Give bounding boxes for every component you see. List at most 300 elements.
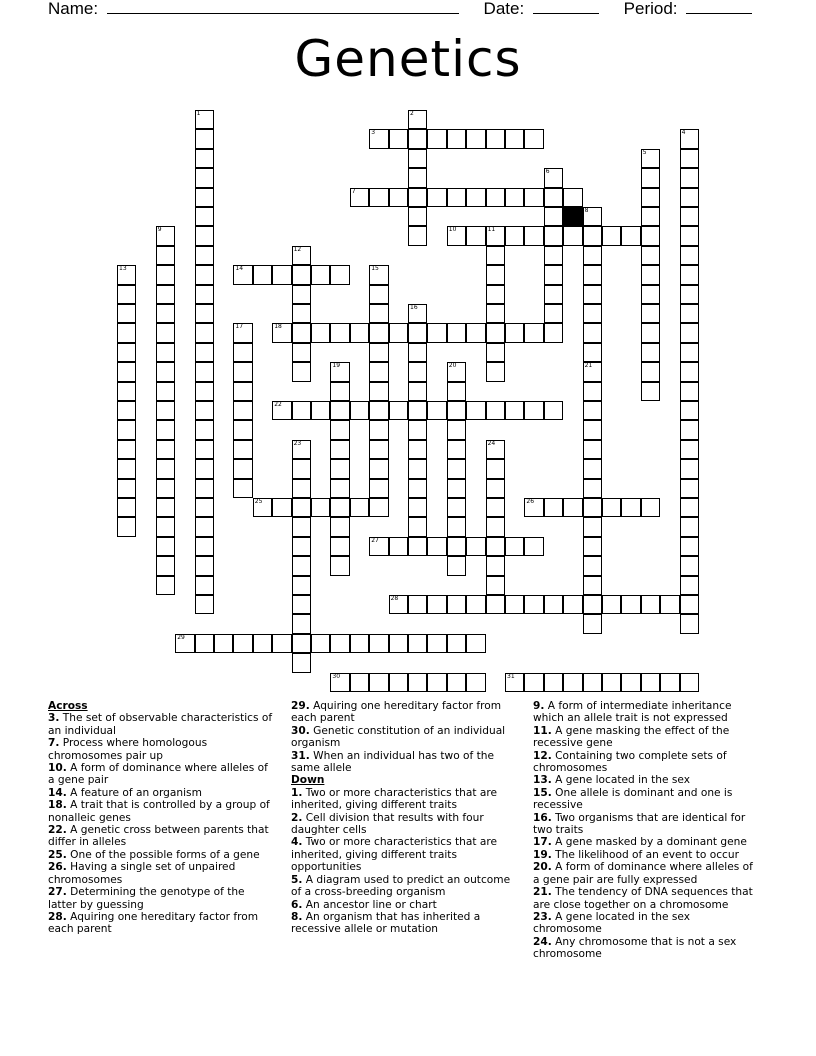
- grid-cell[interactable]: [680, 440, 699, 459]
- grid-cell[interactable]: [486, 362, 505, 381]
- grid-cell[interactable]: [389, 323, 408, 342]
- grid-cell[interactable]: [486, 576, 505, 595]
- grid-cell[interactable]: [680, 479, 699, 498]
- grid-cell[interactable]: [330, 634, 349, 653]
- grid-cell[interactable]: [641, 168, 660, 187]
- grid-cell[interactable]: [389, 595, 408, 614]
- grid-cell[interactable]: [466, 537, 485, 556]
- grid-cell[interactable]: [427, 537, 446, 556]
- grid-cell[interactable]: [563, 673, 582, 692]
- grid-cell[interactable]: [292, 556, 311, 575]
- grid-cell[interactable]: [427, 401, 446, 420]
- grid-cell[interactable]: [156, 226, 175, 245]
- grid-cell[interactable]: [389, 634, 408, 653]
- grid-cell[interactable]: [253, 498, 272, 517]
- grid-cell[interactable]: [156, 556, 175, 575]
- grid-cell[interactable]: [292, 323, 311, 342]
- grid-cell[interactable]: [156, 498, 175, 517]
- grid-cell[interactable]: [408, 537, 427, 556]
- grid-cell[interactable]: [311, 265, 330, 284]
- grid-cell[interactable]: [544, 498, 563, 517]
- grid-cell[interactable]: [195, 537, 214, 556]
- grid-cell[interactable]: [369, 634, 388, 653]
- grid-cell[interactable]: [641, 382, 660, 401]
- grid-cell[interactable]: [486, 595, 505, 614]
- grid-cell[interactable]: [195, 323, 214, 342]
- grid-cell[interactable]: [680, 246, 699, 265]
- grid-cell[interactable]: [544, 304, 563, 323]
- grid-cell[interactable]: [680, 459, 699, 478]
- grid-cell[interactable]: [389, 188, 408, 207]
- grid-cell[interactable]: [408, 168, 427, 187]
- grid-cell[interactable]: [330, 440, 349, 459]
- grid-cell[interactable]: [156, 401, 175, 420]
- grid-cell[interactable]: [408, 323, 427, 342]
- grid-cell[interactable]: [350, 634, 369, 653]
- grid-cell[interactable]: [311, 634, 330, 653]
- grid-cell[interactable]: [544, 323, 563, 342]
- grid-cell[interactable]: [389, 401, 408, 420]
- grid-cell[interactable]: [447, 362, 466, 381]
- grid-cell[interactable]: [447, 440, 466, 459]
- grid-cell[interactable]: [505, 595, 524, 614]
- grid-cell[interactable]: [195, 498, 214, 517]
- grid-cell[interactable]: [292, 595, 311, 614]
- grid-cell[interactable]: [330, 479, 349, 498]
- grid-cell[interactable]: [408, 129, 427, 148]
- grid-cell[interactable]: [117, 323, 136, 342]
- grid-cell[interactable]: [369, 265, 388, 284]
- grid-cell[interactable]: [195, 110, 214, 129]
- grid-cell[interactable]: [408, 420, 427, 439]
- grid-cell[interactable]: [330, 362, 349, 381]
- grid-cell[interactable]: [447, 382, 466, 401]
- grid-cell[interactable]: [505, 226, 524, 245]
- grid-cell[interactable]: [408, 382, 427, 401]
- grid-cell[interactable]: [583, 207, 602, 226]
- grid-cell[interactable]: [447, 129, 466, 148]
- grid-cell[interactable]: [680, 285, 699, 304]
- grid-cell[interactable]: [486, 479, 505, 498]
- grid-cell[interactable]: [524, 226, 543, 245]
- grid-cell[interactable]: [195, 343, 214, 362]
- grid-cell[interactable]: [466, 323, 485, 342]
- grid-cell[interactable]: [544, 188, 563, 207]
- grid-cell[interactable]: [233, 634, 252, 653]
- grid-cell[interactable]: [641, 595, 660, 614]
- grid-cell[interactable]: [505, 129, 524, 148]
- grid-cell[interactable]: [505, 537, 524, 556]
- grid-cell[interactable]: [660, 595, 679, 614]
- grid-cell[interactable]: [447, 188, 466, 207]
- grid-cell[interactable]: [292, 614, 311, 633]
- grid-cell[interactable]: [311, 401, 330, 420]
- grid-cell[interactable]: [447, 673, 466, 692]
- grid-cell[interactable]: [408, 459, 427, 478]
- grid-cell[interactable]: [486, 498, 505, 517]
- grid-cell[interactable]: [680, 595, 699, 614]
- grid-cell[interactable]: [272, 265, 291, 284]
- grid-cell[interactable]: [195, 595, 214, 614]
- grid-cell[interactable]: [447, 401, 466, 420]
- grid-cell[interactable]: [505, 188, 524, 207]
- grid-cell[interactable]: [117, 517, 136, 536]
- grid-cell[interactable]: [486, 285, 505, 304]
- grid-cell[interactable]: [680, 576, 699, 595]
- grid-cell[interactable]: [544, 285, 563, 304]
- grid-cell[interactable]: [583, 673, 602, 692]
- grid-cell[interactable]: [311, 323, 330, 342]
- grid-cell[interactable]: [447, 517, 466, 536]
- grid-cell[interactable]: [524, 673, 543, 692]
- grid-cell[interactable]: [311, 498, 330, 517]
- grid-cell[interactable]: [175, 634, 194, 653]
- grid-cell[interactable]: [641, 304, 660, 323]
- grid-cell[interactable]: [680, 362, 699, 381]
- grid-cell[interactable]: [369, 440, 388, 459]
- grid-cell[interactable]: [369, 304, 388, 323]
- grid-cell[interactable]: [408, 207, 427, 226]
- grid-cell[interactable]: [583, 440, 602, 459]
- grid-cell[interactable]: [583, 498, 602, 517]
- grid-cell[interactable]: [447, 459, 466, 478]
- grid-cell[interactable]: [156, 576, 175, 595]
- grid-cell[interactable]: [427, 129, 446, 148]
- grid-cell[interactable]: [156, 265, 175, 284]
- grid-cell[interactable]: [583, 576, 602, 595]
- grid-cell[interactable]: [641, 188, 660, 207]
- grid-cell[interactable]: [195, 265, 214, 284]
- grid-cell[interactable]: [583, 614, 602, 633]
- grid-cell[interactable]: [621, 498, 640, 517]
- grid-cell[interactable]: [195, 440, 214, 459]
- grid-cell[interactable]: [583, 343, 602, 362]
- grid-cell[interactable]: [621, 226, 640, 245]
- grid-cell[interactable]: [524, 595, 543, 614]
- grid-cell[interactable]: [350, 188, 369, 207]
- grid-cell[interactable]: [544, 207, 563, 226]
- grid-cell[interactable]: [466, 595, 485, 614]
- grid-cell[interactable]: [408, 343, 427, 362]
- grid-cell[interactable]: [195, 556, 214, 575]
- grid-cell[interactable]: [486, 323, 505, 342]
- grid-cell[interactable]: [233, 420, 252, 439]
- grid-cell[interactable]: [369, 343, 388, 362]
- grid-cell[interactable]: [195, 517, 214, 536]
- grid-cell[interactable]: [369, 401, 388, 420]
- grid-cell[interactable]: [330, 498, 349, 517]
- grid-cell[interactable]: [447, 323, 466, 342]
- grid-cell[interactable]: [680, 188, 699, 207]
- grid-cell[interactable]: [195, 188, 214, 207]
- grid-cell[interactable]: [272, 323, 291, 342]
- grid-cell[interactable]: [369, 323, 388, 342]
- grid-cell[interactable]: [292, 634, 311, 653]
- grid-cell[interactable]: [680, 168, 699, 187]
- grid-cell[interactable]: [680, 226, 699, 245]
- grid-cell[interactable]: [233, 265, 252, 284]
- grid-cell[interactable]: [641, 343, 660, 362]
- grid-cell[interactable]: [330, 420, 349, 439]
- grid-cell[interactable]: [486, 556, 505, 575]
- grid-cell[interactable]: [583, 304, 602, 323]
- grid-cell[interactable]: [408, 634, 427, 653]
- grid-cell[interactable]: [466, 401, 485, 420]
- grid-cell[interactable]: [524, 129, 543, 148]
- grid-cell[interactable]: [195, 246, 214, 265]
- grid-cell[interactable]: [292, 401, 311, 420]
- grid-cell[interactable]: [583, 226, 602, 245]
- grid-cell[interactable]: [156, 343, 175, 362]
- grid-cell[interactable]: [195, 459, 214, 478]
- grid-cell[interactable]: [292, 285, 311, 304]
- grid-cell[interactable]: [524, 537, 543, 556]
- grid-cell[interactable]: [369, 382, 388, 401]
- grid-cell[interactable]: [272, 634, 291, 653]
- grid-cell[interactable]: [292, 246, 311, 265]
- grid-cell[interactable]: [350, 323, 369, 342]
- grid-cell[interactable]: [447, 537, 466, 556]
- grid-cell[interactable]: [563, 595, 582, 614]
- grid-cell[interactable]: [117, 479, 136, 498]
- grid-cell[interactable]: [583, 382, 602, 401]
- grid-cell[interactable]: [680, 304, 699, 323]
- grid-cell[interactable]: [195, 226, 214, 245]
- grid-cell[interactable]: [641, 246, 660, 265]
- grid-cell[interactable]: [486, 188, 505, 207]
- grid-cell[interactable]: [292, 440, 311, 459]
- grid-cell[interactable]: [408, 226, 427, 245]
- grid-cell[interactable]: [524, 401, 543, 420]
- grid-cell[interactable]: [486, 401, 505, 420]
- grid-cell[interactable]: [350, 401, 369, 420]
- grid-cell[interactable]: [117, 401, 136, 420]
- grid-cell[interactable]: [156, 517, 175, 536]
- grid-cell[interactable]: [447, 595, 466, 614]
- grid-cell[interactable]: [544, 673, 563, 692]
- grid-cell[interactable]: [195, 576, 214, 595]
- grid-cell[interactable]: [369, 459, 388, 478]
- grid-cell[interactable]: [641, 362, 660, 381]
- grid-cell[interactable]: [447, 420, 466, 439]
- grid-cell[interactable]: [233, 362, 252, 381]
- grid-cell[interactable]: [195, 168, 214, 187]
- grid-cell[interactable]: [544, 246, 563, 265]
- grid-cell[interactable]: [195, 634, 214, 653]
- grid-cell[interactable]: [505, 673, 524, 692]
- grid-cell[interactable]: [602, 498, 621, 517]
- grid-cell[interactable]: [233, 440, 252, 459]
- grid-cell[interactable]: [195, 382, 214, 401]
- grid-cell[interactable]: [466, 188, 485, 207]
- grid-cell[interactable]: [369, 673, 388, 692]
- grid-cell[interactable]: [272, 498, 291, 517]
- grid-cell[interactable]: [466, 129, 485, 148]
- grid-cell[interactable]: [369, 129, 388, 148]
- grid-cell[interactable]: [330, 382, 349, 401]
- grid-cell[interactable]: [369, 285, 388, 304]
- grid-cell[interactable]: [292, 576, 311, 595]
- grid-cell[interactable]: [292, 537, 311, 556]
- grid-cell[interactable]: [233, 382, 252, 401]
- grid-cell[interactable]: [621, 595, 640, 614]
- grid-cell[interactable]: [350, 673, 369, 692]
- grid-cell[interactable]: [292, 498, 311, 517]
- grid-cell[interactable]: [117, 285, 136, 304]
- grid-cell[interactable]: [292, 304, 311, 323]
- grid-cell[interactable]: [156, 537, 175, 556]
- grid-cell[interactable]: [447, 479, 466, 498]
- grid-cell[interactable]: [408, 673, 427, 692]
- grid-cell[interactable]: [292, 362, 311, 381]
- grid-cell[interactable]: [233, 459, 252, 478]
- grid-cell[interactable]: [680, 401, 699, 420]
- grid-cell[interactable]: [233, 479, 252, 498]
- grid-cell[interactable]: [292, 517, 311, 536]
- grid-cell[interactable]: [524, 498, 543, 517]
- grid-cell[interactable]: [486, 246, 505, 265]
- grid-cell[interactable]: [466, 673, 485, 692]
- grid-cell[interactable]: [680, 382, 699, 401]
- grid-cell[interactable]: [330, 323, 349, 342]
- grid-cell[interactable]: [583, 459, 602, 478]
- grid-cell[interactable]: [350, 498, 369, 517]
- grid-cell[interactable]: [505, 323, 524, 342]
- grid-cell[interactable]: [156, 382, 175, 401]
- grid-cell[interactable]: [330, 556, 349, 575]
- grid-cell[interactable]: [214, 634, 233, 653]
- grid-cell[interactable]: [117, 265, 136, 284]
- grid-cell[interactable]: [447, 226, 466, 245]
- grid-cell[interactable]: [583, 537, 602, 556]
- grid-cell[interactable]: [156, 440, 175, 459]
- grid-cell[interactable]: [563, 188, 582, 207]
- grid-cell[interactable]: [408, 440, 427, 459]
- grid-cell[interactable]: [427, 323, 446, 342]
- grid-cell[interactable]: [583, 595, 602, 614]
- grid-cell[interactable]: [156, 323, 175, 342]
- grid-cell[interactable]: [680, 129, 699, 148]
- grid-cell[interactable]: [641, 323, 660, 342]
- grid-cell[interactable]: [292, 265, 311, 284]
- grid-cell[interactable]: [447, 556, 466, 575]
- grid-cell[interactable]: [583, 517, 602, 536]
- grid-cell[interactable]: [408, 479, 427, 498]
- grid-cell[interactable]: [195, 362, 214, 381]
- grid-cell[interactable]: [544, 226, 563, 245]
- grid-cell[interactable]: [369, 420, 388, 439]
- grid-cell[interactable]: [408, 188, 427, 207]
- grid-cell[interactable]: [156, 420, 175, 439]
- grid-cell[interactable]: [466, 634, 485, 653]
- grid-cell[interactable]: [117, 459, 136, 478]
- grid-cell[interactable]: [408, 110, 427, 129]
- grid-cell[interactable]: [427, 673, 446, 692]
- grid-cell[interactable]: [117, 343, 136, 362]
- grid-cell[interactable]: [389, 673, 408, 692]
- grid-cell[interactable]: [195, 129, 214, 148]
- grid-cell[interactable]: [680, 420, 699, 439]
- grid-cell[interactable]: [583, 479, 602, 498]
- grid-cell[interactable]: [486, 304, 505, 323]
- grid-cell[interactable]: [233, 343, 252, 362]
- grid-cell[interactable]: [680, 265, 699, 284]
- grid-cell[interactable]: [680, 149, 699, 168]
- grid-cell[interactable]: [330, 537, 349, 556]
- grid-cell[interactable]: [408, 362, 427, 381]
- grid-cell[interactable]: [369, 498, 388, 517]
- grid-cell[interactable]: [292, 479, 311, 498]
- grid-cell[interactable]: [330, 517, 349, 536]
- grid-cell[interactable]: [602, 673, 621, 692]
- grid-cell[interactable]: [583, 265, 602, 284]
- grid-cell[interactable]: [583, 246, 602, 265]
- grid-cell[interactable]: [156, 304, 175, 323]
- grid-cell[interactable]: [680, 323, 699, 342]
- grid-cell[interactable]: [486, 129, 505, 148]
- grid-cell[interactable]: [583, 323, 602, 342]
- grid-cell[interactable]: [544, 401, 563, 420]
- grid-cell[interactable]: [156, 246, 175, 265]
- grid-cell[interactable]: [156, 479, 175, 498]
- grid-cell[interactable]: [524, 323, 543, 342]
- grid-cell[interactable]: [117, 498, 136, 517]
- grid-cell[interactable]: [272, 401, 291, 420]
- grid-cell[interactable]: [447, 634, 466, 653]
- grid-cell[interactable]: [330, 673, 349, 692]
- grid-cell[interactable]: [680, 537, 699, 556]
- grid-cell[interactable]: [621, 673, 640, 692]
- grid-cell[interactable]: [117, 440, 136, 459]
- grid-cell[interactable]: [563, 498, 582, 517]
- grid-cell[interactable]: [330, 401, 349, 420]
- grid-cell[interactable]: [369, 362, 388, 381]
- grid-cell[interactable]: [408, 517, 427, 536]
- grid-cell[interactable]: [544, 265, 563, 284]
- grid-cell[interactable]: [641, 265, 660, 284]
- grid-cell[interactable]: [195, 479, 214, 498]
- grid-cell[interactable]: [486, 440, 505, 459]
- grid-cell[interactable]: [563, 226, 582, 245]
- grid-cell[interactable]: [680, 556, 699, 575]
- grid-cell[interactable]: [583, 556, 602, 575]
- grid-cell[interactable]: [389, 537, 408, 556]
- grid-cell[interactable]: [195, 207, 214, 226]
- grid-cell[interactable]: [156, 285, 175, 304]
- grid-cell[interactable]: [486, 265, 505, 284]
- grid-cell[interactable]: [641, 226, 660, 245]
- grid-cell[interactable]: [117, 420, 136, 439]
- grid-cell[interactable]: [117, 362, 136, 381]
- grid-cell[interactable]: [117, 304, 136, 323]
- grid-cell[interactable]: [486, 517, 505, 536]
- grid-cell[interactable]: [427, 595, 446, 614]
- grid-cell[interactable]: [408, 149, 427, 168]
- grid-cell[interactable]: [544, 168, 563, 187]
- grid-cell[interactable]: [233, 323, 252, 342]
- grid-cell[interactable]: [583, 285, 602, 304]
- grid-cell[interactable]: [156, 362, 175, 381]
- grid-cell[interactable]: [641, 673, 660, 692]
- grid-cell[interactable]: [641, 149, 660, 168]
- grid-cell[interactable]: [641, 285, 660, 304]
- grid-cell[interactable]: [505, 401, 524, 420]
- grid-cell[interactable]: [408, 401, 427, 420]
- grid-cell[interactable]: [486, 537, 505, 556]
- grid-cell[interactable]: [195, 401, 214, 420]
- grid-cell[interactable]: [544, 595, 563, 614]
- grid-cell[interactable]: [408, 595, 427, 614]
